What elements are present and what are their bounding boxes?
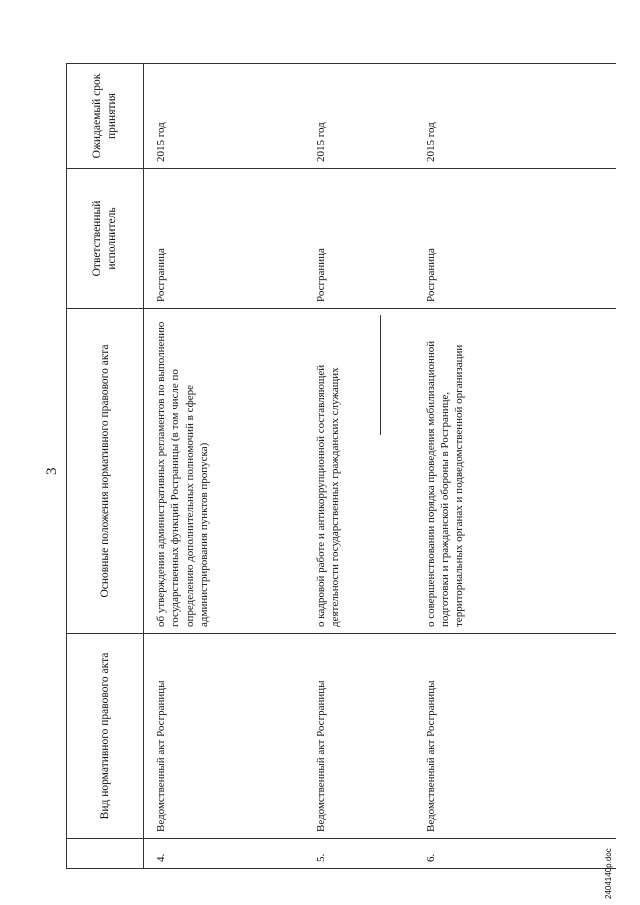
- header-executor: Ответственный исполнитель: [67, 169, 144, 309]
- header-provisions: Основные положения нормативного правового акта: [67, 309, 144, 634]
- row-provisions: о совершенствовании порядка проведения мобилизационной подготовки и гражданской обороны в Росгранице, территориальных органах и подведомственной организации: [414, 309, 617, 634]
- footer-filename: 2404140p.doc: [604, 848, 613, 899]
- table-row: [304, 64, 414, 869]
- row-executor: Росграница: [304, 169, 414, 309]
- section-divider: [380, 315, 381, 435]
- table-row: [144, 64, 304, 869]
- regulations-table: [66, 63, 616, 869]
- header-num: [67, 839, 144, 869]
- table-header-row: [67, 64, 144, 869]
- row-deadline: 2015 год: [304, 64, 414, 169]
- row-provisions: о кадровой работе и антикоррупционной составляющей деятельности государственных гражданских служащих: [304, 309, 414, 634]
- page-number: 3: [44, 467, 60, 475]
- header-deadline: Ожидаемый срок принятия: [67, 64, 144, 169]
- row-act-type: Ведомственный акт Росграницы: [304, 634, 414, 839]
- row-deadline: 2015 год: [414, 64, 617, 169]
- row-act-type: Ведомственный акт Росграницы: [144, 634, 304, 839]
- row-number: 5.: [304, 839, 414, 869]
- table-row: [414, 64, 617, 869]
- header-act-type: Вид нормативного правового акта: [67, 634, 144, 839]
- row-number: 6.: [414, 839, 617, 869]
- row-executor: Росграница: [144, 169, 304, 309]
- row-act-type: Ведомственный акт Росграницы: [414, 634, 617, 839]
- row-deadline: 2015 год: [144, 64, 304, 169]
- row-executor: Росграница: [414, 169, 617, 309]
- row-number: 4.: [144, 839, 304, 869]
- row-provisions: об утверждении административных регламентов по выполнению государственных функций Росграницы (в том числе по определению дополнительных полномочий в сфере администрирования пунктов пропуска): [144, 309, 304, 634]
